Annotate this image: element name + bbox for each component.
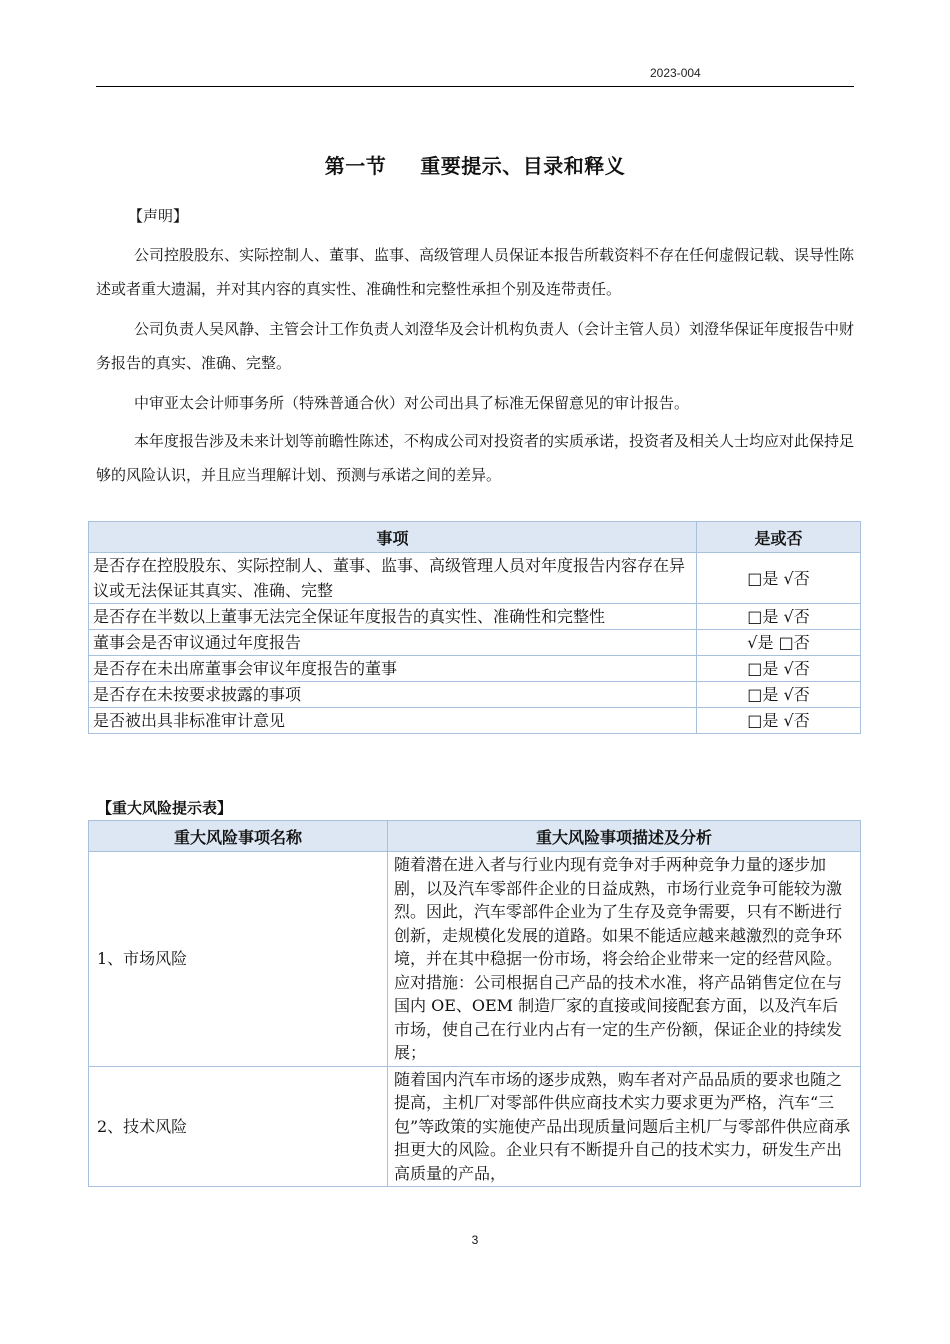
header-divider [96, 86, 854, 87]
risk-description-cell [388, 852, 861, 1067]
risk-measures: 应对措施：公司根据自己产品的技术水准，将产品销售定位在与国内 OE、OEM 制造厂家的直接或间接配套方面，以及汽车后市场，使自己在行业内占有一定的生产份额，保证企业的持续发展； [394, 972, 843, 1062]
column-header-answer: 是或否 [697, 522, 861, 553]
section-heading: 重要提示、目录和释义 [420, 154, 626, 178]
paragraph-guarantee: 公司控股股东、实际控制人、董事、监事、高级管理人员保证本报告所载资料不存在任何虚假记载、误导性陈述或者重大遗漏，并对其内容的真实性、准确性和完整性承担个别及连带责任。 [96, 246, 855, 298]
table-row [89, 852, 861, 1067]
row-item: 是否存在控股股东、实际控制人、董事、监事、高级管理人员对年度报告内容存在异议或无法保证其真实、准确、完整 [89, 553, 697, 604]
confirmation-table [88, 521, 861, 734]
risk-name: 2、技术风险 [89, 1066, 388, 1187]
page-number: 3 [471, 1233, 479, 1247]
table-row [89, 708, 861, 734]
declaration-label: 【声明】 [128, 207, 189, 225]
risk-description: 随着潜在进入者与行业内现有竞争对手两种竞争力量的逐步加剧，以及汽车零部件企业的日益成熟，市场行业竞争可能较为激烈。因此，汽车零部件企业为了生存及竞争需要，只有不断进行创新，走规模化发展的道路。如果不能适应越来越激烈的竞争环境，并在其中稳据一份市场，将会给企业带来一定的经营风险。 [394, 855, 843, 968]
table-header-row [89, 522, 861, 553]
report-code: 2023-004 [650, 66, 701, 80]
table-row [89, 553, 861, 604]
risk-table-title: 【重大风险提示表】 [97, 799, 233, 817]
table-row [89, 1066, 861, 1187]
risk-description-cell [388, 1066, 861, 1187]
table-row [89, 682, 861, 708]
row-item: 是否存在未出席董事会审议年度报告的董事 [89, 656, 697, 682]
paragraph-auditor: 中审亚太会计师事务所（特殊普通合伙）对公司出具了标准无保留意见的审计报告。 [134, 394, 690, 412]
row-item: 是否被出具非标准审计意见 [89, 708, 697, 734]
column-header-risk-name: 重大风险事项名称 [89, 821, 388, 852]
row-answer: □是 √否 [697, 656, 861, 682]
risk-description: 随着国内汽车市场的逐步成熟，购车者对产品品质的要求也随之提高，主机厂对零部件供应商技术实力要求更为严格，汽车“三包”等政策的实施使产品出现质量问题后主机厂与零部件供应商承担更大的风险。企业只有不断提升自己的技术实力，研发生产出高质量的产品， [394, 1069, 851, 1183]
row-answer: □是 √否 [697, 682, 861, 708]
section-title [0, 150, 950, 179]
paragraph-forward-looking: 本年度报告涉及未来计划等前瞻性陈述，不构成公司对投资者的实质承诺，投资者及相关人士均应对此保持足够的风险认识，并且应当理解计划、预测与承诺之间的差异。 [96, 432, 855, 484]
row-item: 董事会是否审议通过年度报告 [89, 630, 697, 656]
risk-name: 1、市场风险 [89, 852, 388, 1067]
row-answer: √是 □否 [697, 630, 861, 656]
row-answer: □是 √否 [697, 553, 861, 604]
risk-table [88, 820, 861, 1187]
row-answer: □是 √否 [697, 604, 861, 630]
column-header-item: 事项 [89, 522, 697, 553]
table-row [89, 604, 861, 630]
table-row [89, 630, 861, 656]
row-item: 是否存在未按要求披露的事项 [89, 682, 697, 708]
row-answer: □是 √否 [697, 708, 861, 734]
row-item: 是否存在半数以上董事无法完全保证年度报告的真实性、准确性和完整性 [89, 604, 697, 630]
table-header-row [89, 821, 861, 852]
section-number: 第一节 [324, 154, 387, 178]
column-header-risk-description: 重大风险事项描述及分析 [388, 821, 861, 852]
paragraph-responsible-persons: 公司负责人吴风静、主管会计工作负责人刘澄华及会计机构负责人（会计主管人员）刘澄华保证年度报告中财务报告的真实、准确、完整。 [96, 320, 855, 372]
table-row [89, 656, 861, 682]
